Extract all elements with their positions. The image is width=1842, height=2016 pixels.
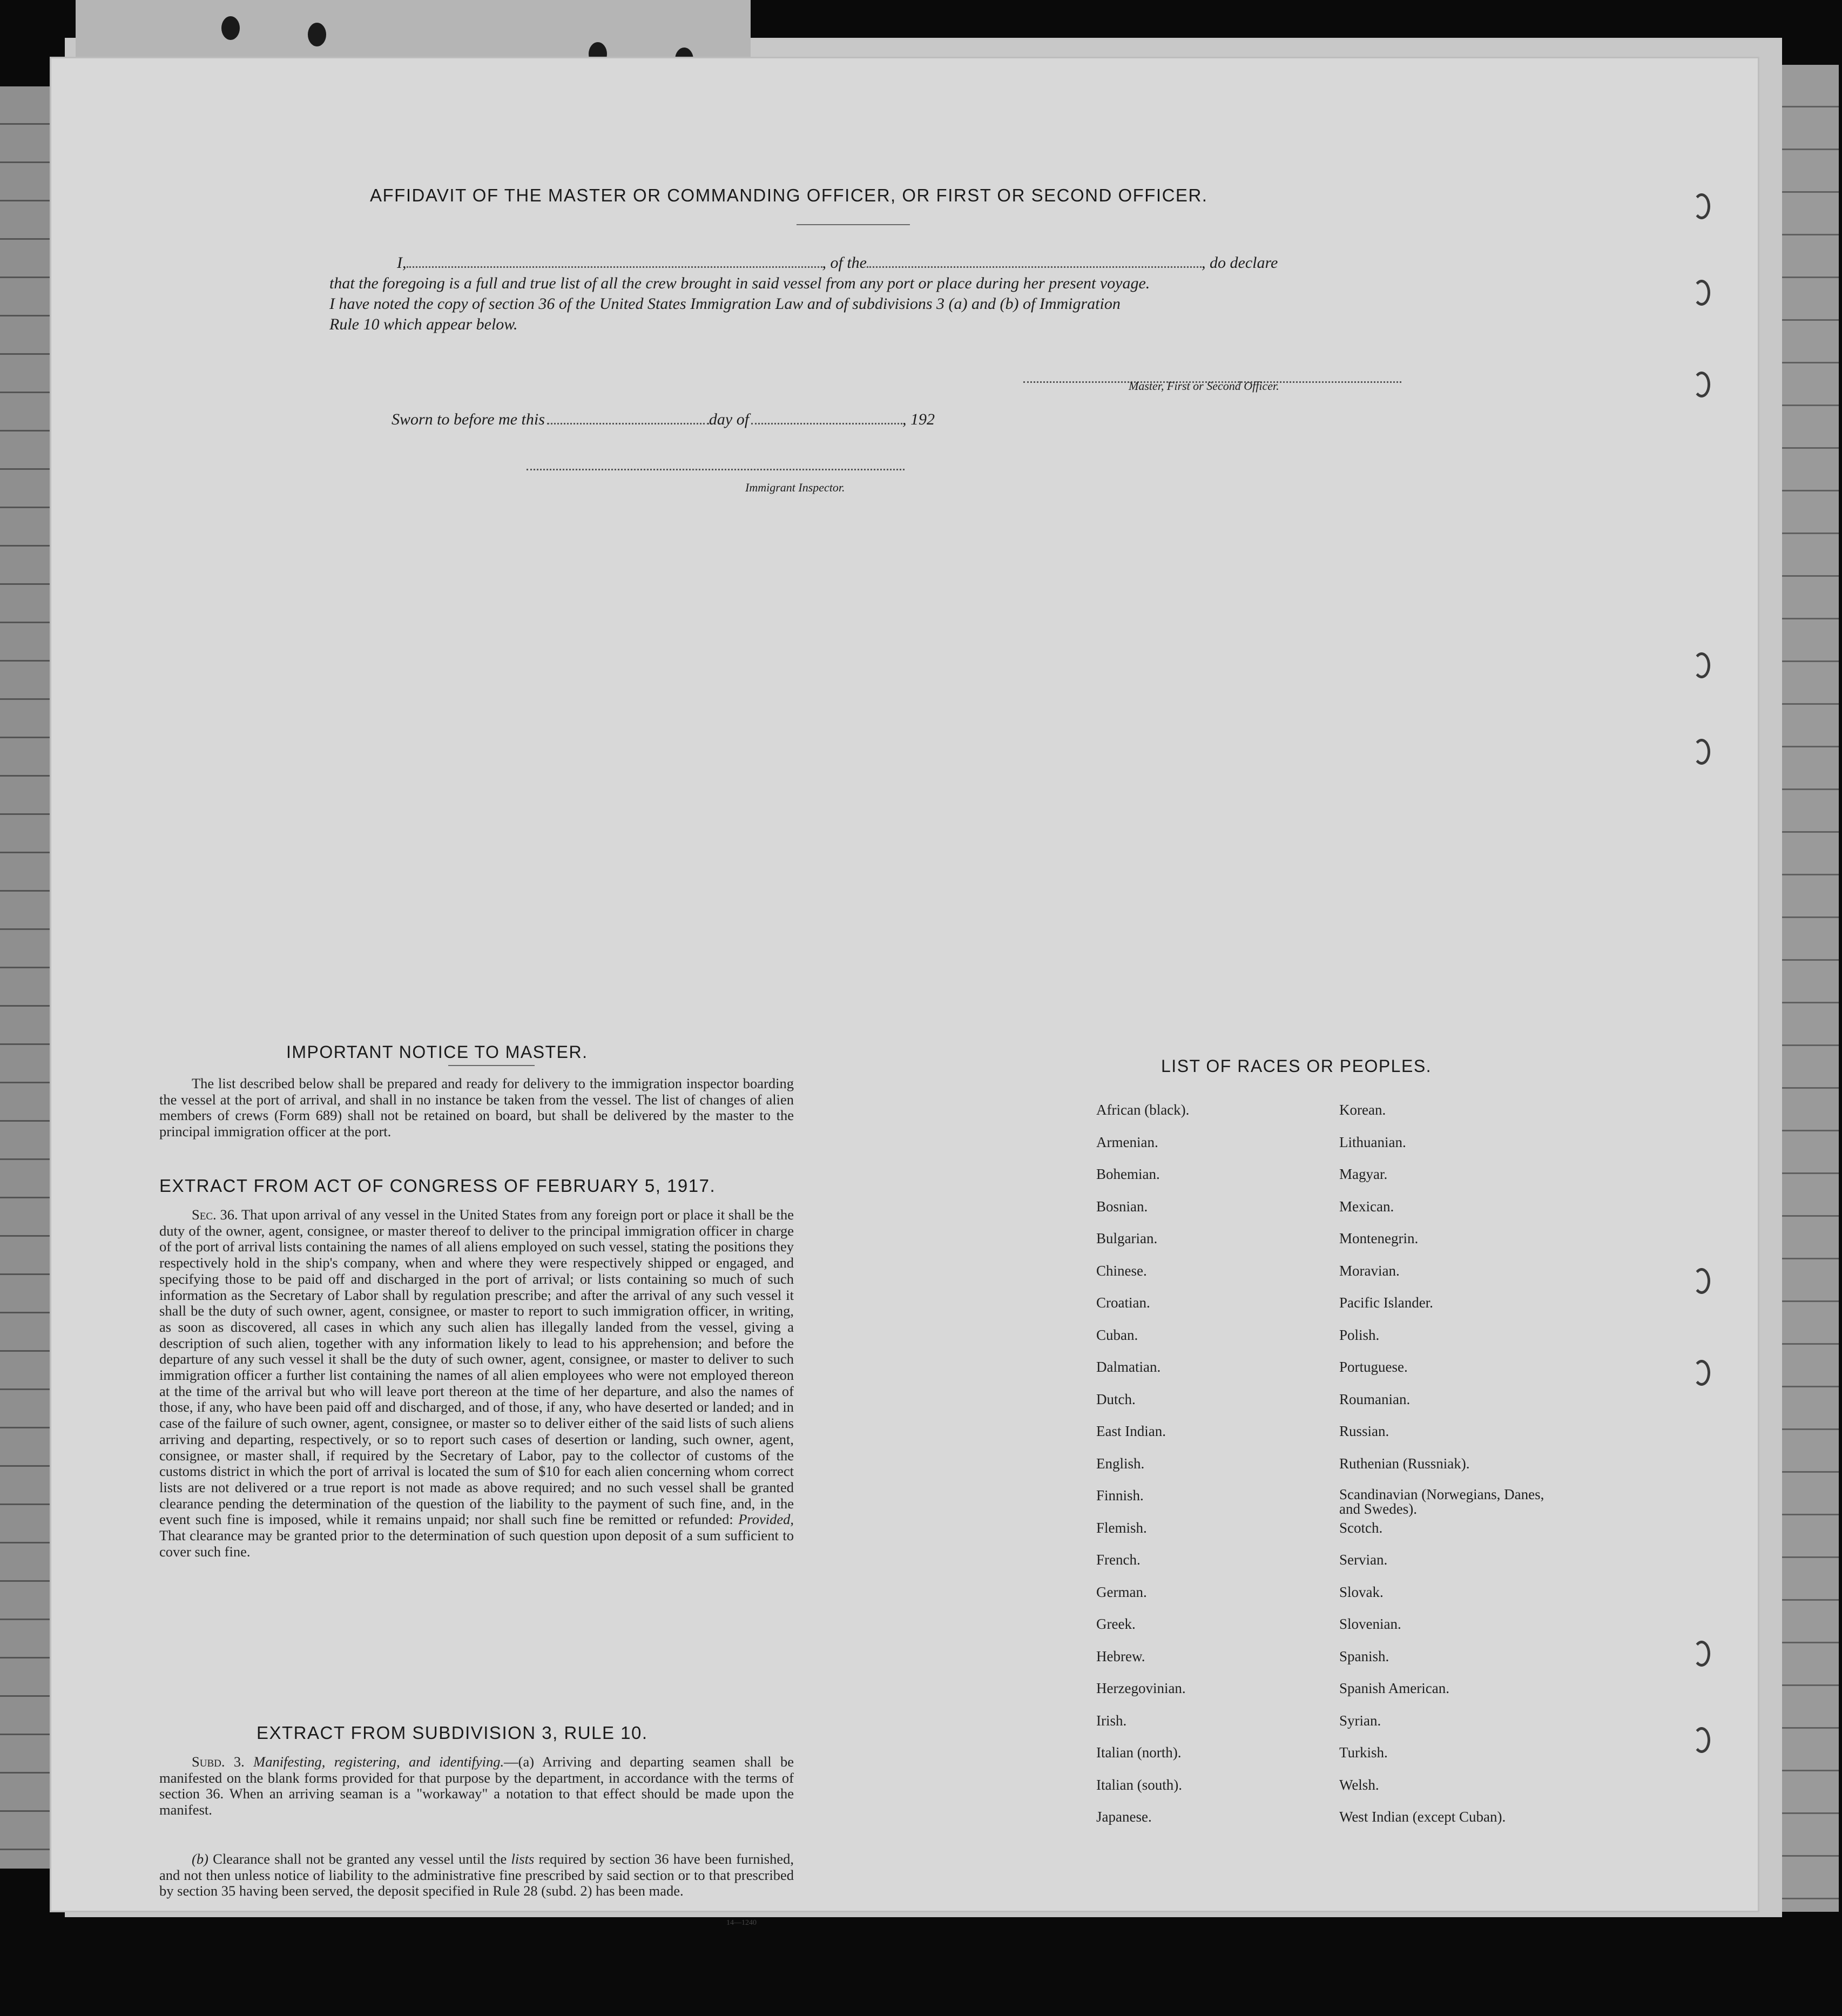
race-item: Slovak. [1339,1583,1384,1600]
affidavit-line-4: Rule 10 which appear below. [329,315,518,333]
race-item: Croatian. [1096,1294,1150,1311]
race-item: Bohemian. [1096,1166,1160,1182]
act-extract-title: EXTRACT FROM ACT OF CONGRESS OF FEBRUARY 5, 1917. [159,1176,716,1196]
sec-text: That upon arrival of any vessel in the United States from any foreign port or place it shall be the duty of the owner, agent, consignee, or master thereof to deliver to the principal immigration officer in charge of the port of arrival lists containing the names of all aliens employed on such vessel, stating the positions they respectively hold in the ship's company, when and where they were respectively shipped or engaged, and specifying those to be paid off and discharged in the port of arrival; or lists containing so much of such information as the Secretary of Labor shall by regulation prescribe; and after the arrival of any such vessel it shall be the duty of such owner, agent, consignee, or master to report to such immigration officer, in writing, as soon as discovered, all cases in which any such alien has illegally landed from the vessel, giving a description of such alien, together with any information likely to lead to his apprehension; and before the departure of any such vessel it shall be the duty of such owner, agent, consignee, or master to deliver to such immigration officer a further list containing the names of all alien employees who were not employed thereon at the time of the arrival but who will leave port thereon at the time of her departure, and also the names of those, if any, who have been paid off and discharged, and of those, if any, who have deserted or landed; and in case of the failure of such owner, agent, consignee, or master so to deliver either of the said lists of such aliens arriving and departing, respectively, or so to report such cases of desertion or landing, such owner, agent, consignee, or master shall, if required by the Secretary of Labor, pay to the collector of customs of the customs district in which the port of arrival is located the sum of $10 for each alien concerning whom correct lists are not delivered or a true report is not made as above required; and no such vessel shall be granted clearance pending the determination of the question of the liability to the payment of such fine, and, in the event such fine is imposed, while it remains unpaid; nor shall such fine be remitted or refunded: [159,1206,794,1528]
of-the-label: , of the [822,254,867,272]
race-item: English. [1096,1455,1145,1472]
race-item: Ruthenian (Russniak). [1339,1455,1470,1472]
document-page [51,58,1758,1927]
race-item: Bulgarian. [1096,1230,1158,1246]
sworn-label: Sworn to before me this [392,410,545,428]
race-item: Mexican. [1339,1198,1394,1215]
rule-extract-para-a [159,1754,794,1818]
race-item: Bosnian. [1096,1198,1148,1215]
race-item: Slovenian. [1339,1616,1401,1632]
race-item: Servian. [1339,1552,1388,1568]
race-item: Turkish. [1339,1744,1388,1761]
divider [448,1065,535,1066]
race-item: Russian. [1339,1423,1389,1439]
binder-ring-icon [1693,193,1710,219]
race-item: Spanish. [1339,1648,1389,1664]
binder-ring-icon [1693,1360,1710,1386]
vessel-field[interactable] [867,255,1202,268]
race-item: Dutch. [1096,1391,1136,1407]
race-item: Finnish. [1096,1487,1144,1503]
subd-heading: Manifesting, registering, and identifying. [253,1754,504,1770]
name-field[interactable] [407,255,822,268]
para-a-text: Arriving and departing seamen shall be manifested on the blank forms provided for that purpose by the department, in accordance with the terms of section 36. When an arriving seaman is a "workaway" a notation to that effect should be made upon the manifest. [159,1754,794,1818]
para-a-label: —(a) [504,1754,535,1770]
race-item: German. [1096,1583,1147,1600]
race-item: Hebrew. [1096,1648,1145,1664]
race-item: Irish. [1096,1712,1127,1729]
race-item: Cuban. [1096,1326,1138,1343]
race-item: Roumanian. [1339,1391,1411,1407]
divider [797,224,910,225]
race-item: Herzegovinian. [1096,1680,1186,1696]
notice-paragraph: The list described below shall be prepared and ready for delivery to the immigration inspector boarding the vessel at the port of arrival, and shall in no instance be taken from the vessel. The list of changes of alien members of crews (Form 689) shall not be retained on board, but shall be delivered by the master to the principal immigration officer at the port. [159,1075,794,1140]
sec-text-end: That clearance may be granted prior to the determination of such question upon deposit of a sum sufficient to cover such fine. [159,1527,794,1560]
races-left-column [1096,1102,1189,1841]
affidavit-line-3: I have noted the copy of section 36 of the United States Immigration Law and of subdivisions 3 (a) and (b) of Immigration [329,295,1121,313]
binding-hole-icon [308,23,326,46]
race-item: Scandinavian (Norwegians, Danes, and Swedes). [1339,1486,1544,1517]
inspector-signature-field[interactable] [527,458,905,470]
race-item: Chinese. [1096,1262,1147,1279]
binder-ring-icon [1693,652,1710,678]
races-title: LIST OF RACES OR PEOPLES. [1161,1056,1432,1076]
binding-hole-icon [221,16,240,40]
race-item: Scotch. [1339,1519,1383,1536]
para-b-lists: lists [511,1851,535,1867]
month-field[interactable] [751,412,902,424]
race-item: Moravian. [1339,1262,1400,1279]
binder-ring-icon [1693,372,1710,397]
race-item: Dalmatian. [1096,1359,1161,1375]
day-of-label: day of [709,410,750,428]
subd-label: Subd. 3. [192,1754,245,1770]
year-label: , 192 [902,410,935,428]
binder-ring-icon [1693,1727,1710,1753]
affidavit-line-1 [397,254,1278,272]
i-label: I, [397,254,407,272]
left-sheet-rules [0,86,51,1869]
form-number: 14—1240 [726,1919,757,1927]
para-b-text-1: Clearance shall not be granted any vessel until the [213,1851,507,1867]
para-b-label: (b) [192,1851,208,1867]
race-item: African (black). [1096,1102,1190,1118]
race-item: Magyar. [1339,1166,1388,1182]
notice-title: IMPORTANT NOTICE TO MASTER. [286,1042,588,1062]
race-item: East Indian. [1096,1423,1166,1439]
binder-ring-icon [1693,280,1710,306]
race-item: Polish. [1339,1326,1380,1343]
sec-label: Sec. 36. [192,1206,238,1223]
race-item: French. [1096,1552,1141,1568]
top-binding-edge [76,0,751,65]
act-extract-text [159,1207,794,1560]
master-caption: Master, First or Second Officer. [1129,379,1279,393]
race-item: Syrian. [1339,1712,1381,1729]
right-sheet-rules [1774,65,1839,1912]
race-item: Italian (south). [1096,1776,1182,1793]
race-item: Japanese. [1096,1809,1152,1825]
para-b-text-2: required by section 36 have been furnished, and not then unless notice of liability to the administrative fine prescribed by said section or to that prescribed by section 35 having been served, the deposit specified in Rule 28 (subd. 2) has been made. [159,1851,794,1899]
binder-ring-icon [1693,1268,1710,1294]
races-right-column [1339,1102,1561,1841]
sworn-line [392,410,935,429]
race-item: Flemish. [1096,1519,1147,1536]
binder-ring-icon [1693,1641,1710,1667]
provided-label: Provided, [738,1511,794,1528]
race-item: Portuguese. [1339,1359,1408,1375]
race-item: Welsh. [1339,1776,1379,1793]
binder-ring-icon [1693,739,1710,765]
race-item: Italian (north). [1096,1744,1182,1761]
race-item: Lithuanian. [1339,1134,1406,1150]
rule-extract-para-b [159,1851,794,1899]
race-item: Spanish American. [1339,1680,1449,1696]
day-field[interactable] [547,412,709,424]
race-item: Montenegrin. [1339,1230,1419,1246]
race-item: Korean. [1339,1102,1386,1118]
rule-extract-title: EXTRACT FROM SUBDIVISION 3, RULE 10. [257,1723,648,1743]
race-item: Greek. [1096,1616,1136,1632]
race-item: Armenian. [1096,1134,1158,1150]
affidavit-line-2: that the foregoing is a full and true list of all the crew brought in said vessel from any port or place during her present voyage. [329,274,1150,292]
race-item: Pacific Islander. [1339,1294,1433,1311]
do-declare-label: , do declare [1202,254,1278,272]
race-item: West Indian (except Cuban). [1339,1809,1506,1825]
inspector-caption: Immigrant Inspector. [745,481,845,494]
affidavit-title: AFFIDAVIT OF THE MASTER OR COMMANDING OFFICER, OR FIRST OR SECOND OFFICER. [370,185,1208,205]
